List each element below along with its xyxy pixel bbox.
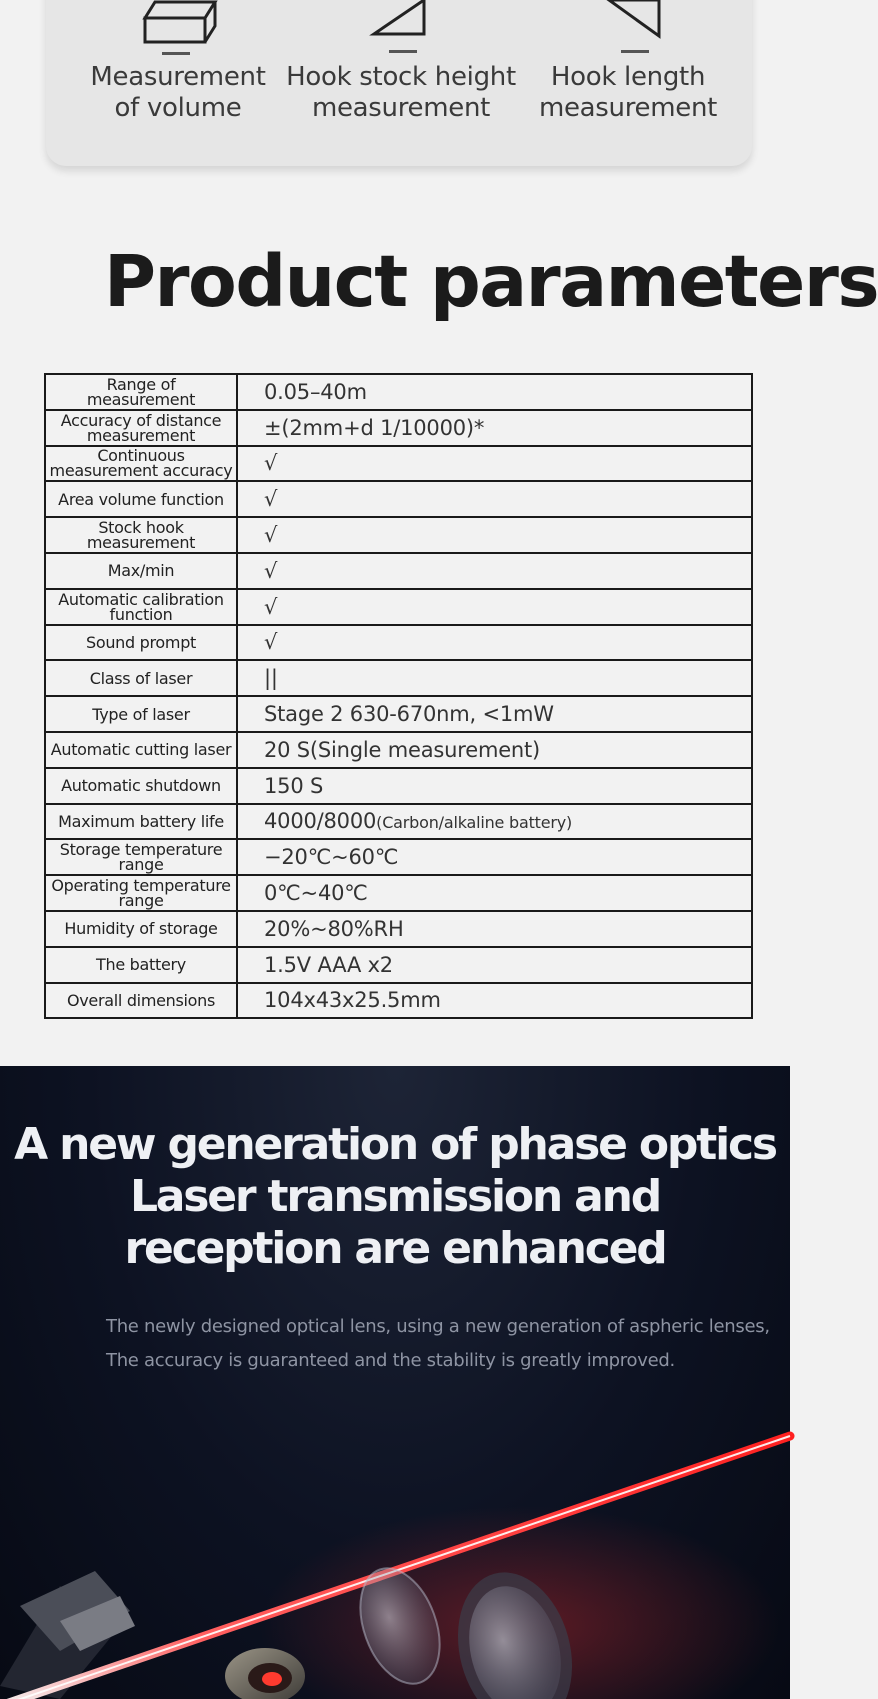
mode-hook-length xyxy=(533,0,723,124)
hero-section xyxy=(0,1066,790,1699)
spec-value xyxy=(237,553,752,589)
spec-key: Stock hook measurement xyxy=(45,517,237,553)
spec-value-text: Stage 2 630-670nm, <1mW xyxy=(264,702,554,727)
spec-row xyxy=(45,589,752,625)
hero-description: The newly designed optical lens, using a new generation of aspheric lenses, The accuracy is guaranteed and the stability is greatly improved. xyxy=(106,1316,770,1371)
spec-value-text: ±(2mm+d 1/10000)* xyxy=(264,415,485,440)
spec-value-text: √ xyxy=(264,630,278,655)
spec-value xyxy=(237,625,752,661)
spec-row xyxy=(45,947,752,983)
spec-value xyxy=(237,983,752,1019)
spec-value xyxy=(237,517,752,553)
spec-value xyxy=(237,768,752,804)
spec-value xyxy=(237,804,752,840)
spec-value xyxy=(237,374,752,410)
spec-row xyxy=(45,481,752,517)
spec-key: Automatic cutting laser xyxy=(45,732,237,768)
spec-value xyxy=(237,446,752,482)
spec-value xyxy=(237,410,752,446)
spec-value-text: 4000/8000 xyxy=(264,809,377,834)
spec-key: Automatic calibration function xyxy=(45,589,237,625)
spec-key: Humidity of storage xyxy=(45,911,237,947)
spec-row xyxy=(45,839,752,875)
spec-row xyxy=(45,517,752,553)
spec-key: Accuracy of distance measurement xyxy=(45,410,237,446)
spec-row xyxy=(45,446,752,482)
spec-value-text: || xyxy=(264,666,278,691)
measurement-modes-card xyxy=(46,0,752,166)
spec-row xyxy=(45,804,752,840)
spec-row xyxy=(45,696,752,732)
spec-value xyxy=(237,839,752,875)
page-title: Product parameters xyxy=(104,240,878,323)
spec-value-text: √ xyxy=(264,451,278,476)
spec-row xyxy=(45,553,752,589)
spec-value-text: √ xyxy=(264,594,278,619)
spec-value xyxy=(237,875,752,911)
spec-value-text: √ xyxy=(264,523,278,548)
box-icon xyxy=(133,0,223,62)
mode-volume xyxy=(88,0,268,124)
spec-key: Area volume function xyxy=(45,481,237,517)
spec-value-text: 0℃~40℃ xyxy=(264,881,368,906)
spec-key: Continuous measurement accuracy xyxy=(45,446,237,482)
spec-value xyxy=(237,696,752,732)
mode-volume-label: Measurement of volume xyxy=(90,62,266,123)
spec-row xyxy=(45,625,752,661)
spec-row xyxy=(45,374,752,410)
spec-value-text: −20℃~60℃ xyxy=(264,845,399,870)
triangle-length-icon xyxy=(583,0,673,62)
spec-key: The battery xyxy=(45,947,237,983)
spec-key: Class of laser xyxy=(45,660,237,696)
spec-key: Maximum battery life xyxy=(45,804,237,840)
triangle-height-icon xyxy=(356,0,446,62)
spec-key: Storage temperature range xyxy=(45,839,237,875)
spec-value-text: 20 S(Single measurement) xyxy=(264,737,541,762)
spec-value-text: √ xyxy=(264,487,278,512)
spec-row xyxy=(45,875,752,911)
spec-value-text: 150 S xyxy=(264,773,324,798)
spec-value xyxy=(237,911,752,947)
spec-key: Operating temperature range xyxy=(45,875,237,911)
hero-title: A new generation of phase optics Laser transmission and reception are enhanced xyxy=(14,1119,776,1274)
spec-row xyxy=(45,732,752,768)
spec-key: Type of laser xyxy=(45,696,237,732)
spec-key: Max/min xyxy=(45,553,237,589)
spec-key: Sound prompt xyxy=(45,625,237,661)
mode-hook-height-label: Hook stock height measurement xyxy=(286,62,516,123)
spec-value xyxy=(237,481,752,517)
spec-value-text: 104x43x25.5mm xyxy=(264,988,441,1013)
mode-hook-length-label: Hook length measurement xyxy=(538,62,718,123)
spec-row xyxy=(45,983,752,1019)
spec-row xyxy=(45,410,752,446)
spec-value-note: (Carbon/alkaline battery) xyxy=(376,813,573,833)
spec-value xyxy=(237,660,752,696)
spec-key: Range of measurement xyxy=(45,374,237,410)
spec-key: Overall dimensions xyxy=(45,983,237,1019)
spec-value xyxy=(237,732,752,768)
spec-row xyxy=(45,660,752,696)
spec-key: Automatic shutdown xyxy=(45,768,237,804)
spec-row xyxy=(45,768,752,804)
spec-value-text: √ xyxy=(264,558,278,583)
spec-row xyxy=(45,911,752,947)
mode-hook-height xyxy=(286,0,516,124)
spec-value xyxy=(237,589,752,625)
spec-value-text: 1.5V AAA x2 xyxy=(264,952,393,977)
spec-value xyxy=(237,947,752,983)
spec-value-text: 0.05–40m xyxy=(264,379,367,404)
spec-table xyxy=(44,373,753,1019)
spec-value-text: 20%~80%RH xyxy=(264,916,404,941)
